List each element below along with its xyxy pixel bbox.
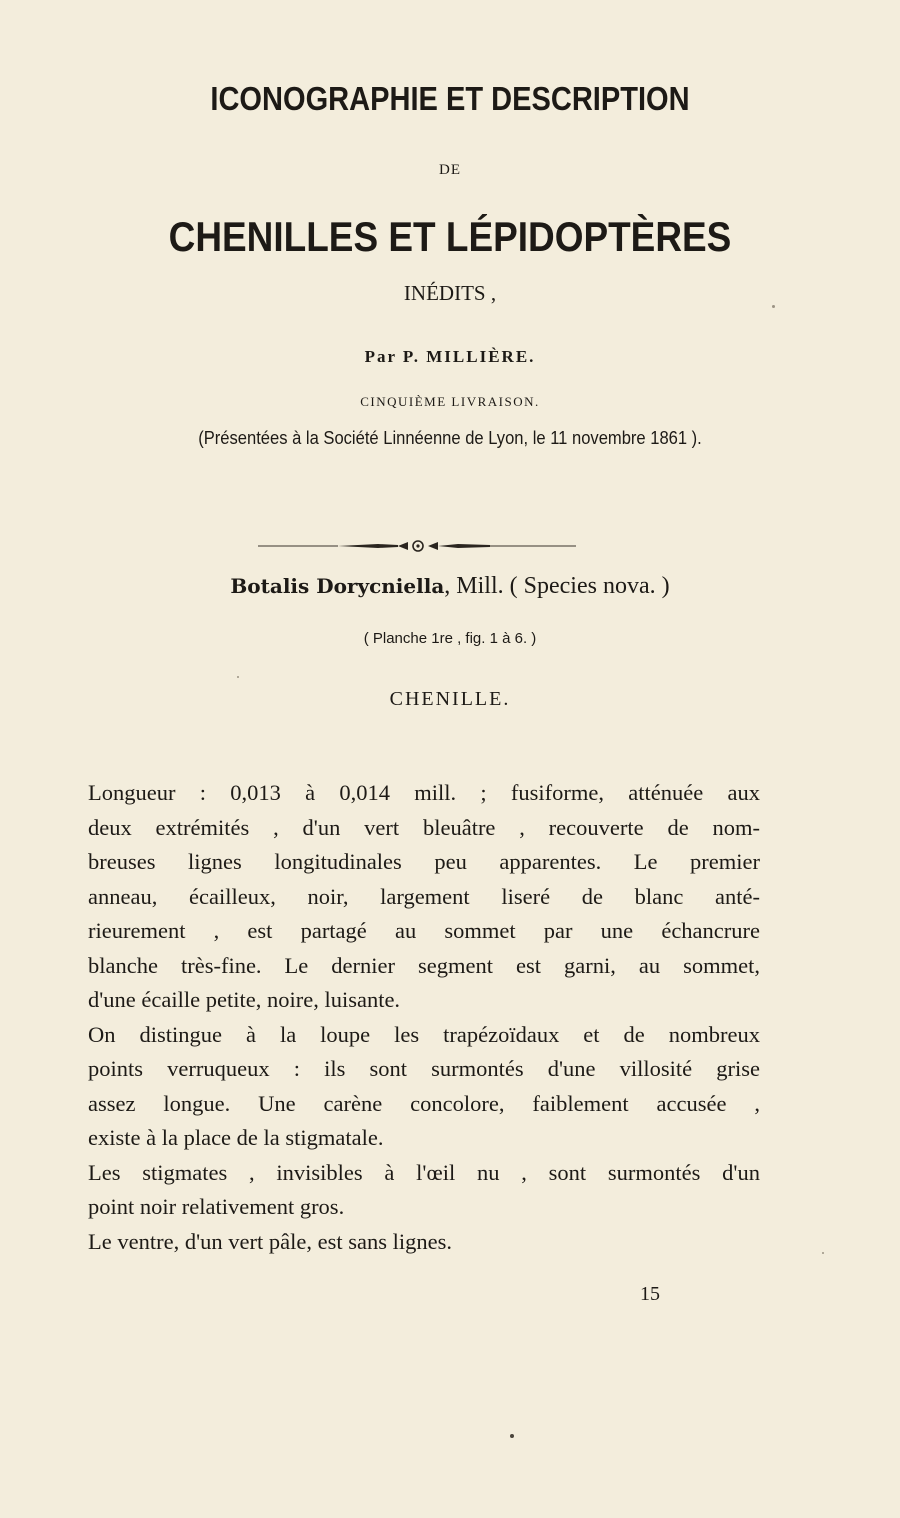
text-line: anneau, écailleux, noir, largement liseré de blanc anté-: [88, 883, 760, 909]
paper-speck: [237, 676, 239, 678]
title-de: DE: [439, 162, 461, 178]
presentation-note: (Présentées à la Société Linnéenne de Lyon, le 11 novembre 1861 ).: [198, 428, 702, 448]
description-text: [88, 776, 760, 1259]
paper-speck: [772, 305, 775, 308]
paper-speck: [822, 1252, 824, 1254]
text-line: rieurement , est partagé au sommet par une échancrure: [88, 918, 760, 943]
text-line: points verruqueux : ils sont surmontés d'une villosité grise: [88, 1056, 760, 1081]
ornamental-rule: [258, 536, 576, 556]
page-number: 15: [640, 1283, 660, 1305]
text-line: existe à la place de la stigmatale.: [88, 1125, 384, 1150]
livraison-line: CINQUIÈME LIVRAISON.: [360, 394, 540, 409]
species-note: ( Species nova. ): [509, 573, 670, 599]
text-line: point noir relativement gros.: [88, 1194, 345, 1219]
text-line: Le ventre, d'un vert pâle, est sans lignes.: [88, 1228, 452, 1254]
title-line-1: ICONOGRAPHIE ET DESCRIPTION: [210, 80, 690, 117]
text-line: blanche très-fine. Le dernier segment est garni, au sommet,: [88, 952, 760, 978]
text-line: deux extrémités , d'un vert bleuâtre , recouverte de nom-: [88, 814, 760, 840]
species-latin-name: Botalis Dorycniella: [230, 574, 445, 598]
species-heading: [0, 573, 900, 600]
text-line: assez longue. Une carène concolore, faiblement accusée ,: [88, 1090, 760, 1116]
author-line: Par P. MILLIÈRE.: [364, 347, 536, 366]
section-heading: CHENILLE.: [389, 688, 511, 710]
title-line-2: CHENILLES ET LÉPIDOPTÈRES: [168, 213, 732, 260]
text-line: On distingue à la loupe les trapézoïdaux et de nombreux: [88, 1021, 760, 1047]
title-inedits: INÉDITS ,: [403, 281, 497, 305]
planche-reference: ( Planche 1re , fig. 1 à 6. ): [363, 630, 537, 647]
text-line: Les stigmates , invisibles à l'œil nu , sont surmontés d'un: [88, 1159, 760, 1185]
text-line: Longueur : 0,013 à 0,014 mill. ; fusiforme, atténuée aux: [88, 780, 760, 805]
paper-speck: [510, 1434, 514, 1438]
species-author: , Mill.: [444, 573, 504, 599]
text-line: d'une écaille petite, noire, luisante.: [88, 987, 401, 1012]
text-line: breuses lignes longitudinales peu apparentes. Le premier: [88, 849, 760, 874]
